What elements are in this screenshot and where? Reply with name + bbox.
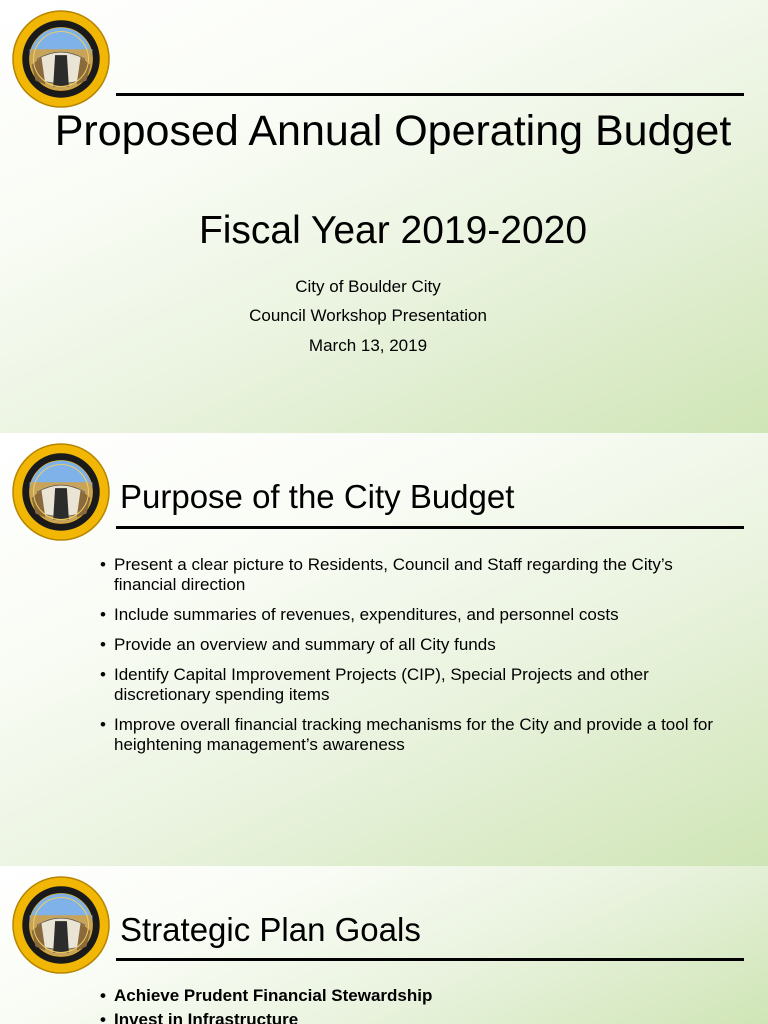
- presentation-title: Proposed Annual Operating Budget: [54, 107, 732, 155]
- title-rule: [116, 93, 744, 96]
- city-seal-logo: [12, 876, 110, 974]
- slide-strategic-goals: [0, 866, 768, 1024]
- city-seal-logo: [12, 443, 110, 541]
- bullet-item: • Invest in Infrastructure: [98, 1010, 718, 1024]
- bullet-item: • Identify Capital Improvement Projects (CIP), Special Projects and other discretionary spending items: [98, 665, 718, 705]
- bullet-item: • Include summaries of revenues, expenditures, and personnel costs: [98, 605, 718, 625]
- bullet-item: • Achieve Prudent Financial Stewardship: [98, 986, 718, 1006]
- slide-title: Strategic Plan Goals: [120, 911, 421, 948]
- seal-graphic: [12, 443, 110, 541]
- slide-title: Purpose of the City Budget: [120, 478, 515, 515]
- presentation-subtitle: Fiscal Year 2019-2020: [198, 209, 588, 252]
- city-seal-logo: [12, 10, 110, 108]
- meta-organization: City of Boulder City: [295, 277, 441, 296]
- bullet-item: • Improve overall financial tracking mechanisms for the City and provide a tool for heightening management’s awareness: [98, 715, 718, 755]
- bullet-item: • Present a clear picture to Residents, Council and Staff regarding the City’s financial direction: [98, 555, 718, 595]
- bullet-list: [98, 555, 718, 765]
- slide-title: [0, 0, 768, 433]
- title-rule: [116, 526, 744, 529]
- bullet-item: • Provide an overview and summary of all City funds: [98, 635, 718, 655]
- seal-graphic: [12, 876, 110, 974]
- seal-graphic: [12, 10, 110, 108]
- meta-date: March 13, 2019: [308, 336, 428, 355]
- meta-event: Council Workshop Presentation: [249, 306, 487, 325]
- title-rule: [116, 958, 744, 961]
- slide-purpose: [0, 433, 768, 866]
- bullet-list: [98, 986, 718, 1024]
